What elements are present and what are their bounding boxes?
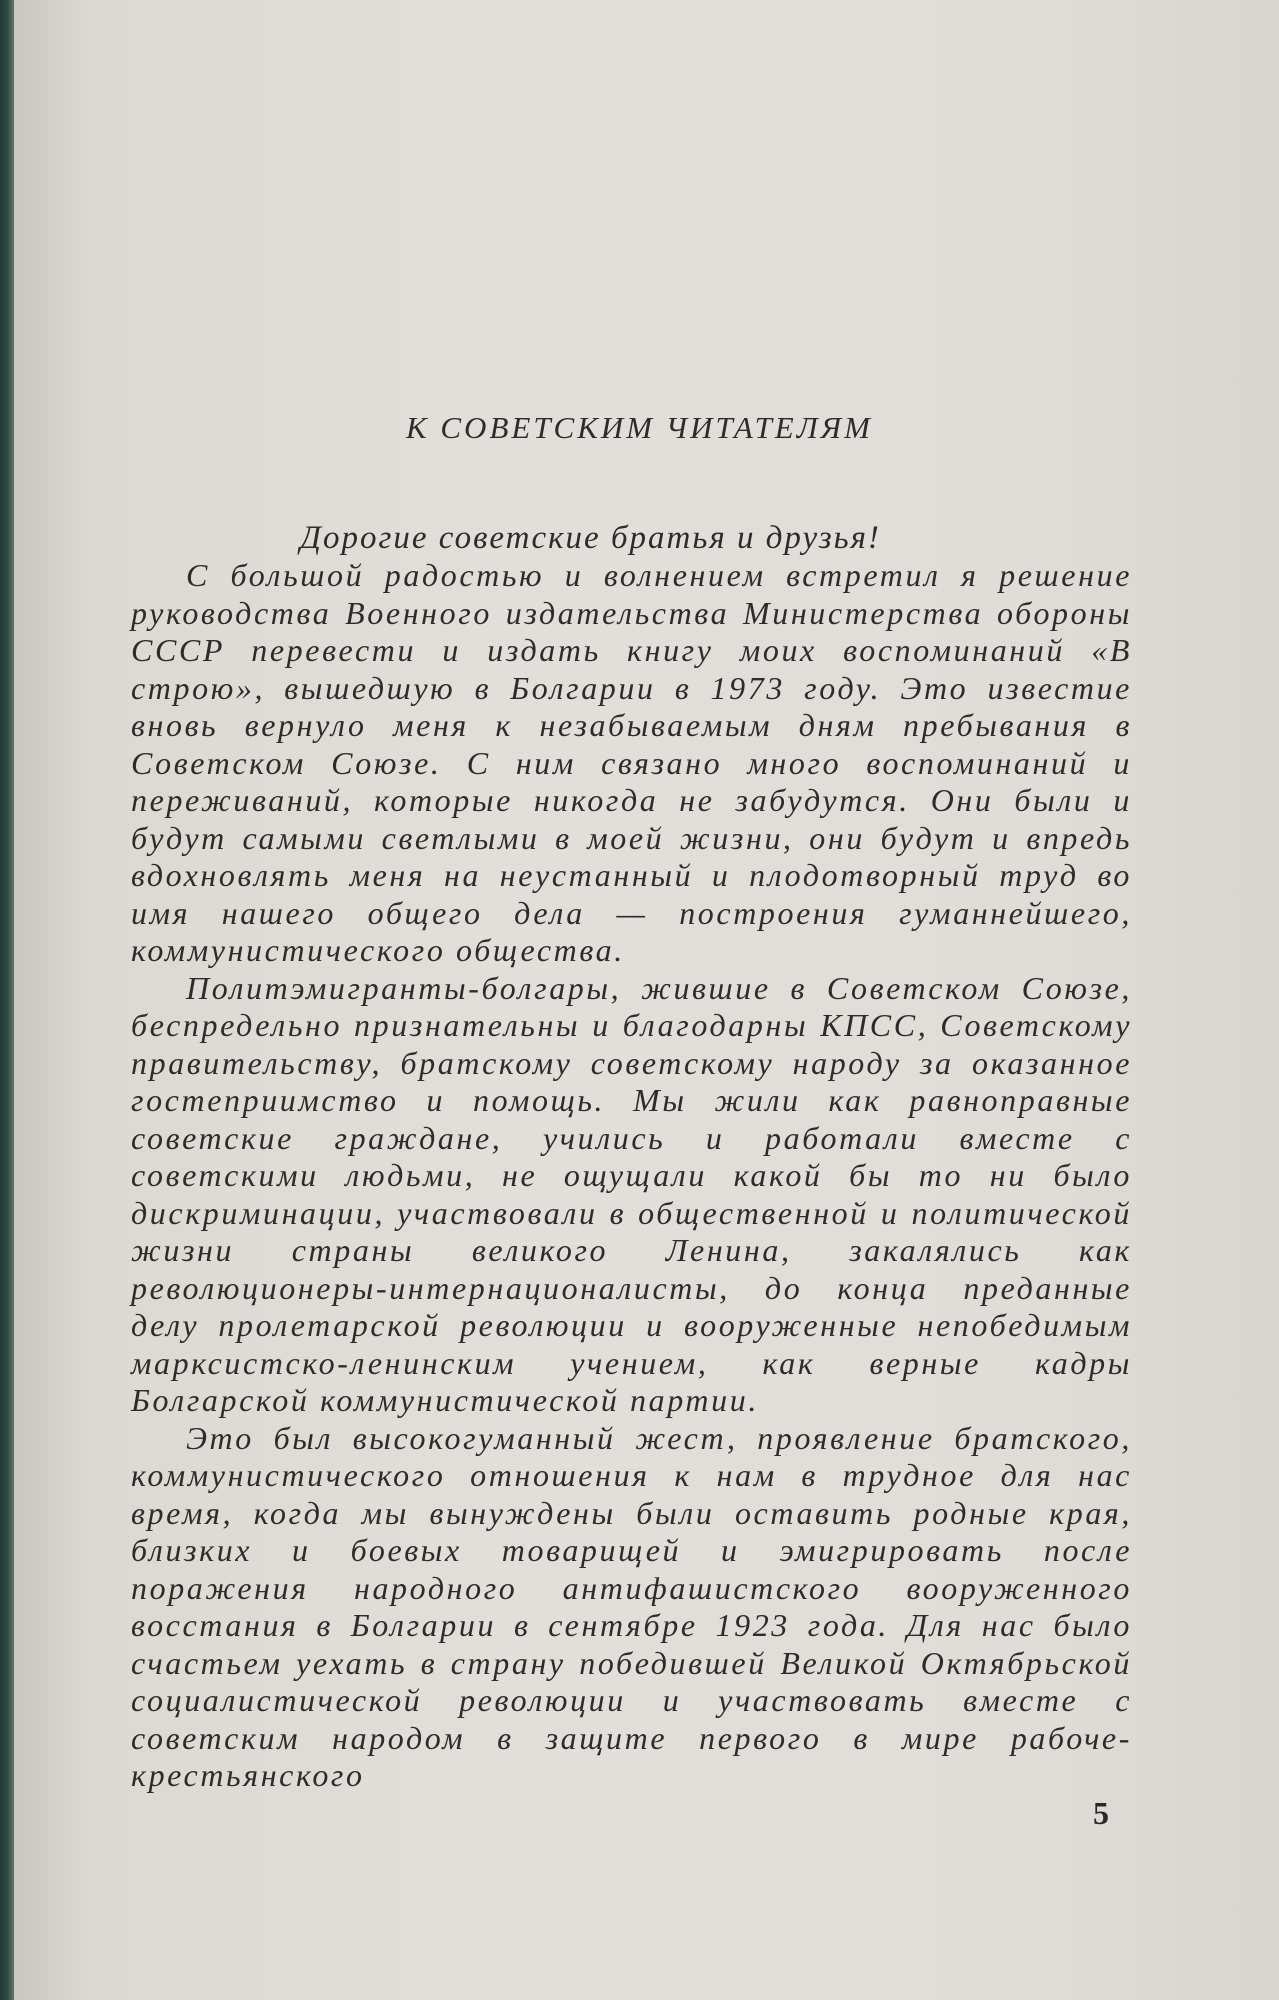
chapter-heading: К СОВЕТСКИМ ЧИТАТЕЛЯМ <box>406 410 873 445</box>
salutation: Дорогие советские братья и друзья! <box>300 520 881 556</box>
body-text <box>131 557 1132 1795</box>
book-spine-edge <box>0 0 14 2000</box>
paragraph: Политэмигранты-болгары, жившие в Советском Союзе, беспредельно признательны и благодарны КПСС, Советскому правительству, братскому советскому народу за оказанное гостеприимство и помощь. Мы жили как равноправные советские граждане, учились и работали вместе с советскими людьми, не ощущали какой бы то ни было дискриминации, участвовали в общественной и политической жизни страны великого Ленина, закалялись как революционеры-интернационалисты, до конца преданные делу пролетарской революции и вооруженные непобедимым марксистско-ленинским учением, как верные кадры Болгарской коммунистической партии. <box>131 969 1132 1418</box>
page-number: 5 <box>1093 1795 1109 1831</box>
paragraph: С большой радостью и волнением встретил я решение руководства Военного издательства Министерства обороны СССР перевести и издать книгу моих воспоминаний «В строю», вышедшую в Болгарии в 1973 году. Это известие вновь вернуло меня к незабываемым дням пребывания в Советском Союзе. С ним связано много воспоминаний и переживаний, которые никогда не забудутся. Они были и будут самыми светлыми в моей жизни, они будут и впредь вдохновлять меня на неустанный и плодотворный труд во имя нашего общего дела — построения гуманнейшего, коммунистического общества. <box>131 557 1132 968</box>
paragraph: Это был высокогуманный жест, проявление братского, коммунистического отношения к нам в трудное для нас время, когда мы вынуждены были оставить родные края, близких и боевых товарищей и эмигрировать после поражения народного антифашистского вооруженного восстания в Болгарии в сентябре 1923 года. Для нас было счастьем уехать в страну победившей Великой Октябрьской социалистической революции и участвовать вместе с советским народом в защите первого в мире рабоче-крестьянского <box>131 1419 1132 1793</box>
